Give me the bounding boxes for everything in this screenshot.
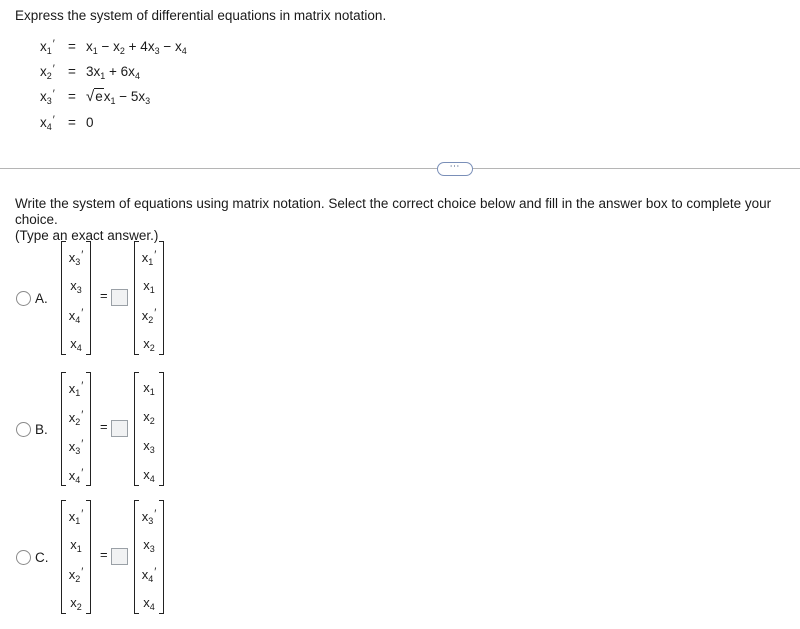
equation-rhs <box>86 89 150 104</box>
radio-button[interactable] <box>16 291 31 306</box>
matrix-entry <box>134 336 164 353</box>
matrix-entry <box>134 249 164 267</box>
matrix-entry <box>134 467 164 484</box>
math-variable: $x_1'$ <box>68 380 84 398</box>
matrix-entry <box>61 508 91 526</box>
math-variable: $x_1'$ <box>68 508 84 526</box>
math-variable: $x_2$ <box>143 409 155 426</box>
math-variable: $x_4$ <box>143 595 155 612</box>
matrix-entry <box>134 508 164 526</box>
matrix-entry <box>61 537 91 554</box>
subscript: 4 <box>181 46 187 56</box>
matrix-entry <box>134 566 164 584</box>
equals-sign: = <box>68 115 76 130</box>
matrix-entry <box>134 537 164 554</box>
sqrt-symbol: √ <box>86 88 95 105</box>
matrix-entry <box>134 409 164 426</box>
square-root <box>86 88 104 105</box>
subscript: 2 <box>75 417 81 427</box>
subscript: 1 <box>75 516 81 526</box>
math-variable: $x_3'$ <box>68 438 84 456</box>
math-variable: $x_2$ <box>143 336 155 353</box>
equation-row <box>40 88 150 106</box>
math-variable: $x_4'$ <box>141 566 157 584</box>
subscript: 3 <box>75 446 81 456</box>
choice-b-option[interactable] <box>16 422 48 437</box>
prime-mark: ′ <box>52 88 55 100</box>
prime-mark: ′ <box>52 63 55 75</box>
equation-rhs <box>86 39 187 54</box>
subscript: 3 <box>145 96 151 106</box>
matrix-entry <box>134 380 164 397</box>
right-vector <box>134 372 164 486</box>
subscript: 4 <box>76 343 82 353</box>
subscript: 1 <box>46 46 52 56</box>
prime-mark: ′ <box>154 249 157 261</box>
subscript: 1 <box>92 46 98 56</box>
math-variable: − $x_4$ <box>159 39 187 56</box>
math-variable: $x_4'$ <box>68 467 84 485</box>
subscript: 3 <box>148 516 154 526</box>
equation-lhs <box>40 114 68 132</box>
math-variable: $x_1$ <box>103 89 116 106</box>
instructions <box>15 196 800 244</box>
subscript: 2 <box>76 602 82 612</box>
prime-mark: ′ <box>81 467 84 479</box>
instructions-line-1: Write the system of equations using matrix notation. Select the correct choice below and fill in the answer box to complete your choice. <box>15 196 772 227</box>
subscript: 3 <box>76 285 82 295</box>
subscript: 2 <box>46 71 52 81</box>
subscript: 1 <box>149 285 155 295</box>
math-variable: $x_3'$ <box>68 249 84 267</box>
math-variable: $x_1'$ <box>141 249 157 267</box>
math-variable: − $x_2$ <box>97 39 125 56</box>
subscript: 4 <box>149 474 155 484</box>
prime-mark: ′ <box>81 566 84 578</box>
equals-sign: = <box>68 39 76 54</box>
math-variable: $x_4'$ <box>40 114 55 132</box>
math-variable: $x_1$ <box>143 380 155 397</box>
choice-label: C. <box>35 550 49 565</box>
subscript: 3 <box>154 46 160 56</box>
instructions-line-2: (Type an exact answer.) <box>15 228 159 243</box>
matrix-entry <box>134 595 164 612</box>
section-divider <box>0 168 800 169</box>
subscript: 4 <box>134 71 140 81</box>
right-vector <box>134 500 164 614</box>
prime-mark: ′ <box>81 380 84 392</box>
math-variable: $x_2'$ <box>141 307 157 325</box>
subscript: 2 <box>75 574 81 584</box>
matrix-entry <box>134 278 164 295</box>
matrix-entry <box>61 336 91 353</box>
matrix-entry <box>134 438 164 455</box>
subscript: 4 <box>75 475 81 485</box>
prime-mark: ′ <box>154 508 157 520</box>
matrix-entry <box>61 566 91 584</box>
more-options-button[interactable]: ⋯ <box>437 162 473 176</box>
subscript: 1 <box>149 387 155 397</box>
prime-mark: ′ <box>52 38 55 50</box>
choice-label: B. <box>35 422 48 437</box>
choice-c-option[interactable] <box>16 550 49 565</box>
radio-button[interactable] <box>16 550 31 565</box>
matrix-answer-input[interactable] <box>111 420 128 437</box>
math-variable: $x_2$ <box>70 595 82 612</box>
equation-row <box>40 114 94 132</box>
math-variable: $x_2'$ <box>40 63 55 81</box>
equation-row <box>40 63 140 81</box>
math-variable: $x_1'$ <box>40 38 55 56</box>
math-variable: $x_3'$ <box>141 508 157 526</box>
math-variable: $x_1$ <box>70 537 82 554</box>
equals-sign: = <box>68 64 76 79</box>
equation-lhs <box>40 63 68 81</box>
matrix-entry <box>61 595 91 612</box>
math-variable: − $5x_3$ <box>115 89 151 106</box>
prime-mark: ′ <box>154 566 157 578</box>
matrix-entry <box>61 307 91 325</box>
left-vector <box>61 500 91 614</box>
math-variable: $x_1$ <box>143 278 155 295</box>
problem-prompt: Express the system of differential equations in matrix notation. <box>15 8 387 23</box>
math-variable: $x_3$ <box>143 537 155 554</box>
equation-rhs <box>86 115 94 130</box>
matrix-entry <box>61 467 91 485</box>
math-variable: $x_4$ <box>70 336 82 353</box>
math-variable: 0 <box>86 115 94 130</box>
matrix-answer-input[interactable] <box>111 548 128 565</box>
subscript: 1 <box>75 388 81 398</box>
subscript: 3 <box>75 257 81 267</box>
radicand: e <box>95 89 103 104</box>
matrix-entry <box>61 438 91 456</box>
math-variable: + $4x_3$ <box>124 39 160 56</box>
choice-label: A. <box>35 291 48 306</box>
matrix-entry <box>134 307 164 325</box>
radio-button[interactable] <box>16 422 31 437</box>
subscript: 3 <box>149 544 155 554</box>
math-variable: $x_3$ <box>143 438 155 455</box>
subscript: 4 <box>75 315 81 325</box>
subscript: 1 <box>148 257 154 267</box>
subscript: 2 <box>148 315 154 325</box>
equals-sign: = <box>100 419 108 434</box>
prime-mark: ′ <box>81 307 84 319</box>
math-variable: $x_1$ <box>86 39 98 56</box>
subscript: 4 <box>46 122 52 132</box>
prime-mark: ′ <box>81 249 84 261</box>
equation-row <box>40 38 187 56</box>
subscript: 4 <box>148 574 154 584</box>
math-variable: $x_2'$ <box>68 409 84 427</box>
prime-mark: ′ <box>81 438 84 450</box>
matrix-entry <box>61 380 91 398</box>
prime-mark: ′ <box>154 307 157 319</box>
subscript: 2 <box>119 46 125 56</box>
equation-lhs <box>40 88 68 106</box>
choice-a-option[interactable] <box>16 291 48 306</box>
subscript: 2 <box>149 416 155 426</box>
math-variable: $x_3$ <box>70 278 82 295</box>
equation-rhs <box>86 64 140 79</box>
math-variable: $3x_1$ <box>86 64 106 81</box>
prime-mark: ′ <box>81 409 84 421</box>
matrix-entry <box>61 249 91 267</box>
subscript: 1 <box>100 71 106 81</box>
equation-lhs <box>40 38 68 56</box>
math-variable: + $6x_4$ <box>105 64 140 81</box>
equals-sign: = <box>100 288 108 303</box>
prime-mark: ′ <box>81 508 84 520</box>
math-variable: $x_4$ <box>143 467 155 484</box>
subscript: 3 <box>46 96 52 106</box>
subscript: 1 <box>76 544 82 554</box>
matrix-entry <box>61 278 91 295</box>
matrix-answer-input[interactable] <box>111 289 128 306</box>
left-vector <box>61 241 91 355</box>
math-variable: $x_2'$ <box>68 566 84 584</box>
subscript: 3 <box>149 445 155 455</box>
subscript: 4 <box>149 602 155 612</box>
subscript: 1 <box>110 96 116 106</box>
equals-sign: = <box>100 547 108 562</box>
left-vector <box>61 372 91 486</box>
prime-mark: ′ <box>52 114 55 126</box>
subscript: 2 <box>149 343 155 353</box>
equals-sign: = <box>68 89 76 104</box>
right-vector <box>134 241 164 355</box>
matrix-entry <box>61 409 91 427</box>
math-variable: $x_4'$ <box>68 307 84 325</box>
math-variable: $x_3'$ <box>40 88 55 106</box>
